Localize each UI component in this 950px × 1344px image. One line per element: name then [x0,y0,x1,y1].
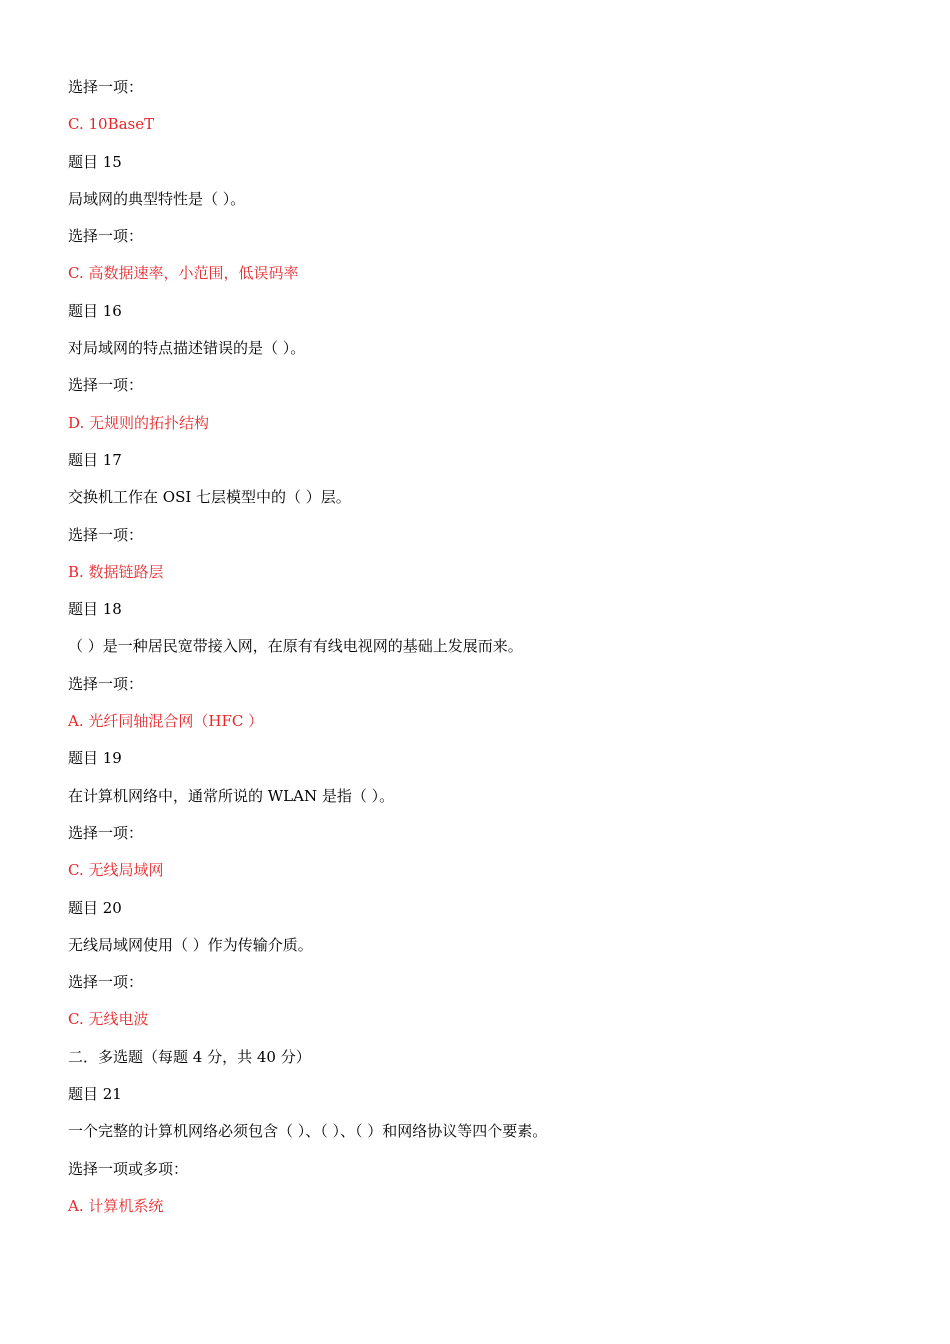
prompt-text: 选择一项： [68,227,144,246]
question-text: 交换机工作在 OSI 七层模型中的（ ）层。 [68,488,351,507]
prompt-text: 选择一项： [68,78,144,96]
question-number: 题目 19 [68,749,122,768]
question-number: 题目 21 [68,1085,122,1104]
answer-text: C. 无线电波 [68,1010,149,1029]
prompt-text: 选择一项： [68,674,144,693]
answer-text: B. 数据链路层 [68,562,164,581]
question-text: 一个完整的计算机网络必须包含（ ）、（ ）、（ ）和网络协议等四个要素。 [68,1122,548,1141]
answer-text: C. 10BaseT [68,115,155,134]
document-page [68,77,888,1233]
section-heading: 二．多选题（每题 4 分，共 40 分） [68,1047,311,1066]
answer-text: C. 无线局域网 [68,861,164,880]
question-text: 无线局域网使用（ ）作为传输介质。 [68,935,313,954]
question-text: 局域网的典型特性是（ ）。 [68,189,246,208]
prompt-text: 选择一项或多项： [68,1159,189,1178]
answer-text: D. 无规则的拓扑结构 [68,413,210,432]
question-number: 题目 18 [68,600,122,619]
prompt-text: 选择一项： [68,376,144,395]
question-number: 题目 17 [68,450,122,469]
prompt-text: 选择一项： [68,525,144,544]
question-number: 题目 20 [68,898,122,917]
answer-text: A. 光纤同轴混合网（HFC ） [68,712,264,731]
question-text: 对局域网的特点描述错误的是（ ）。 [68,339,306,358]
question-text: 在计算机网络中，通常所说的 WLAN 是指（ ）。 [68,786,395,805]
prompt-text: 选择一项： [68,823,144,842]
answer-text: C. 高数据速率，小范围，低误码率 [68,264,299,283]
question-text: （ ）是一种居民宽带接入网，在原有有线电视网的基础上发展而来。 [68,637,523,656]
answer-text: A. 计算机系统 [68,1196,164,1215]
question-number: 题目 16 [68,301,122,320]
prompt-text: 选择一项： [68,973,144,992]
question-number: 题目 15 [68,152,122,171]
